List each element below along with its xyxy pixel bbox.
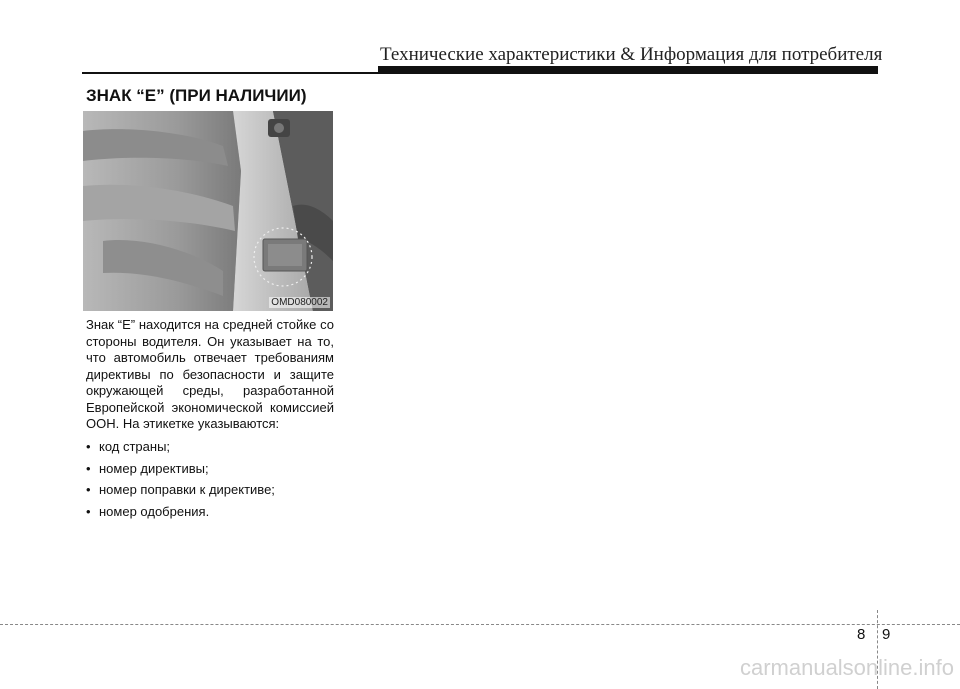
chapter-number: 8: [857, 626, 866, 643]
list-item-text: номер директивы;: [99, 460, 209, 476]
list-item: [86, 504, 346, 521]
list-item: [86, 461, 346, 478]
page-number: 9: [882, 626, 891, 643]
watermark: carmanualsonline.info: [739, 655, 954, 680]
bullet-mark: •: [86, 460, 91, 476]
running-header: Технические характеристики & Информация для потребителя: [380, 44, 883, 65]
bullet-list: [86, 439, 346, 525]
door-pillar-illustration: [83, 111, 333, 311]
list-item-text: код страны;: [99, 439, 171, 454]
door-pillar-photo: [83, 111, 333, 311]
list-item-text: номер одобрения.: [99, 503, 210, 519]
footer-rule: [0, 624, 960, 625]
section-title: ЗНАК “E” (ПРИ НАЛИЧИИ): [86, 86, 307, 105]
list-item: [86, 482, 346, 499]
list-item-text: номер поправки к директиве;: [99, 482, 275, 497]
bullet-mark: •: [86, 482, 91, 497]
bullet-mark: •: [86, 439, 91, 454]
list-item: [86, 439, 346, 456]
body-paragraph: Знак “E” находится на средней стойке со стороны водителя. Он указывает на то, что автомобиль отвечает требованиям директивы по безопасности и защите окружающей среды, разработанной Европейской экономической комиссией ООН. На этикетке указываются:: [86, 317, 334, 431]
header-rule: [82, 72, 878, 74]
bullet-mark: •: [86, 503, 91, 519]
figure-code: OMD080002: [271, 297, 328, 308]
